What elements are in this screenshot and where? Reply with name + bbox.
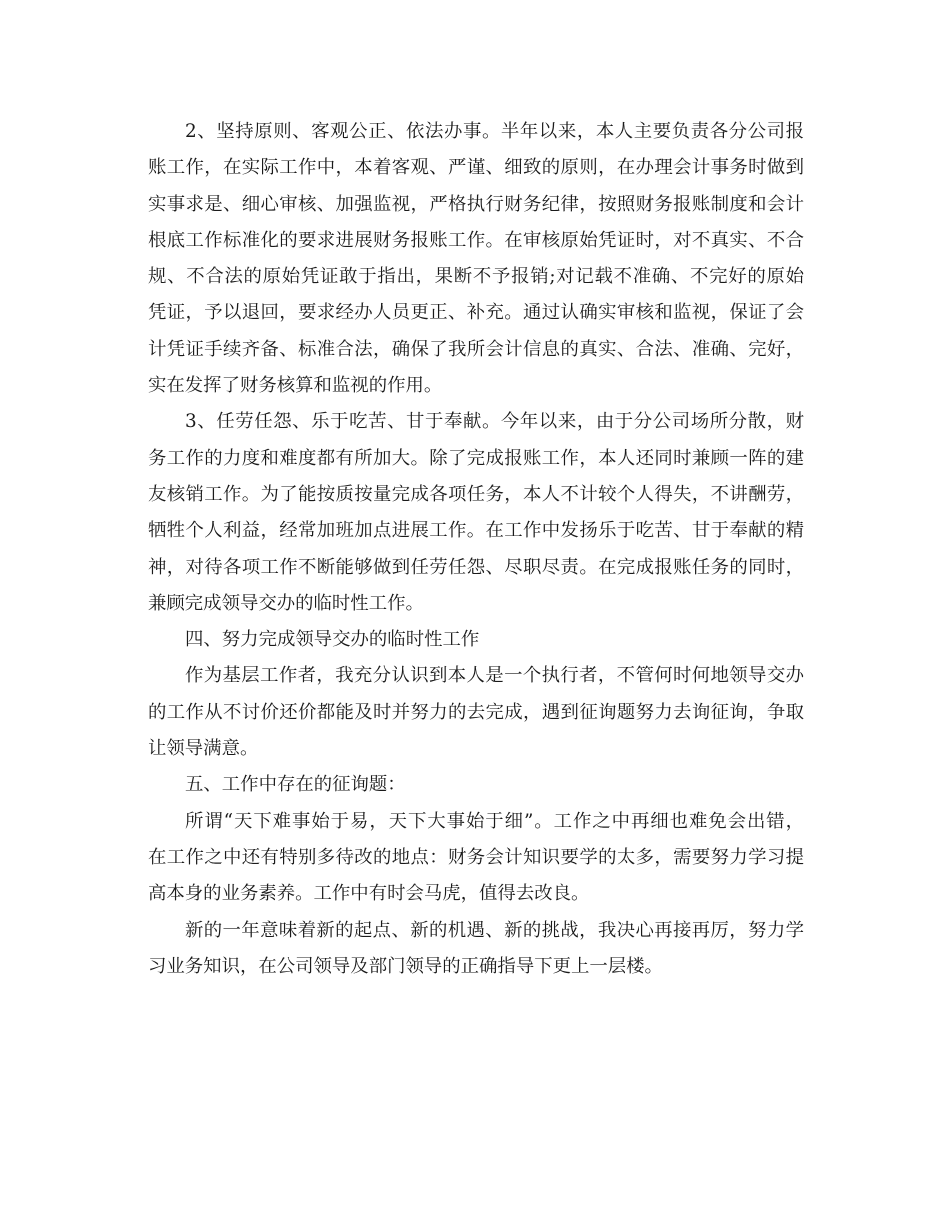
text-line: 务工作的力度和难度都有所加大。除了完成报账工作，本人还同时兼顾一阵的建 bbox=[148, 447, 804, 469]
text-line: 作为基层工作者，我充分认识到本人是一个执行者，不管何时何地领导交办 bbox=[185, 665, 804, 687]
text-line: 兼顾完成领导交办的临时性工作。 bbox=[148, 592, 424, 614]
text-line: 在工作之中还有特别多待改的地点：财务会计知识要学的太多，需要努力学习提 bbox=[148, 846, 804, 868]
text-line: 2、坚持原则、客观公正、依法办事。半年以来，本人主要负责各分公司报 bbox=[185, 121, 804, 142]
text-line: 实在发挥了财务核算和监视的作用。 bbox=[148, 375, 443, 397]
text-line: 所谓“天下难事始于易，天下大事始于细”。工作之中再细也难免会出错， bbox=[185, 810, 804, 832]
text-line: 牺牲个人利益，经常加班加点进展工作。在工作中发扬乐于吃苦、甘于奉献的精 bbox=[148, 520, 804, 542]
section-heading: 五、工作中存在的征询题： bbox=[185, 774, 406, 796]
text-line: 的工作从不讨价还价都能及时并努力的去完成，遇到征询题努力去询征询，争取 bbox=[148, 701, 804, 723]
text-line: 计凭证手续齐备、标准合法，确保了我所会计信息的真实、合法、准确、完好， bbox=[148, 338, 804, 360]
text-line: 凭证，予以退回，要求经办人员更正、补充。通过认确实审核和监视，保证了会 bbox=[148, 302, 804, 324]
text-line: 让领导满意。 bbox=[148, 738, 259, 760]
text-line: 根底工作标准化的要求进展财务报账工作。在审核原始凭证时，对不真实、不合 bbox=[148, 229, 804, 251]
text-line: 高本身的业务素养。工作中有时会马虎，值得去改良。 bbox=[148, 883, 590, 905]
text-line: 神，对待各项工作不断能够做到任劳任怨、尽职尽责。在完成报账任务的同时， bbox=[148, 556, 804, 578]
section-heading: 四、努力完成领导交办的临时性工作 bbox=[185, 629, 480, 651]
text-line: 习业务知识，在公司领导及部门领导的正确指导下更上一层楼。 bbox=[148, 955, 663, 977]
text-line: 账工作，在实际工作中，本着客观、严谨、细致的原则，在办理会计事务时做到 bbox=[148, 157, 804, 179]
text-line: 3、任劳任怨、乐于吃苦、甘于奉献。今年以来，由于分公司场所分散，财 bbox=[185, 411, 804, 433]
text-line: 规、不合法的原始凭证敢于指出，果断不予报销;对记载不准确、不完好的原始 bbox=[148, 266, 804, 288]
text-line: 实事求是、细心审核、加强监视，严格执行财务纪律，按照财务报账制度和会计 bbox=[148, 193, 804, 215]
document-body bbox=[148, 114, 804, 985]
text-line: 友核销工作。为了能按质按量完成各项任务，本人不计较个人得失，不讲酬劳， bbox=[148, 483, 804, 505]
text-line: 新的一年意味着新的起点、新的机遇、新的挑战，我决心再接再厉，努力学 bbox=[185, 919, 804, 941]
